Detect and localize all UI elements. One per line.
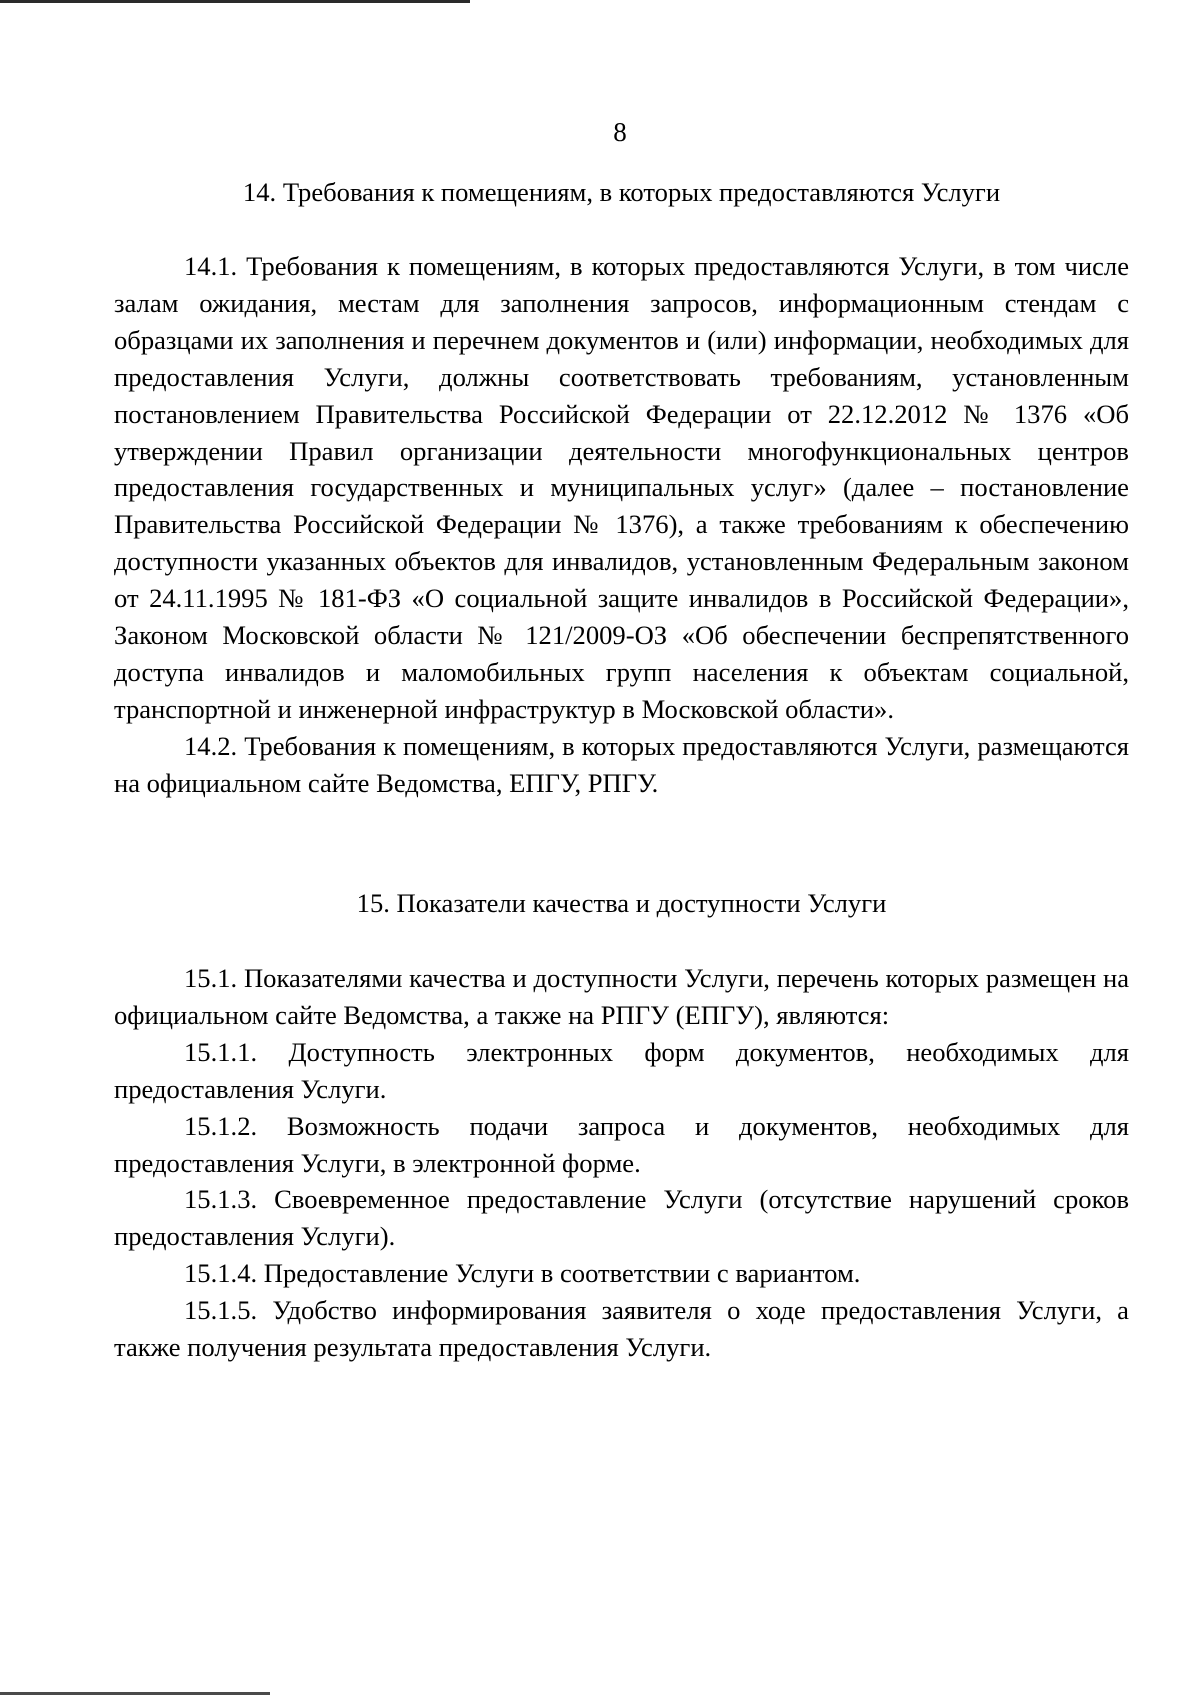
paragraph-14-1: 14.1. Требования к помещениям, в которых предоставляются Услуги, в том числе залам ожидания, местам для заполнения запросов, информационным стендам с образцами их заполнения и перечнем документов и (или) информации, необходимых для предоставления Услуги, должны соответствовать требованиям, установленным постановлением Правительства Российской Федерации от 22.12.2012 № 1376 «Об утверждении Правил организации деятельности многофункциональных центров предоставления государственных и муниципальных услуг» (далее – постановление Правительства Российской Федерации № 1376), а также требованиям к обеспечению доступности указанных объектов для инвалидов, установленным Федеральным законом от 24.11.1995 № 181-ФЗ «О социальной защите инвалидов в Российской Федерации», Законом Московской области № 121/2009-ОЗ «Об обеспечении беспрепятственного доступа инвалидов и маломобильных групп населения к объектам социальной, транспортной и инженерной инфраструктур в Московской области». [114, 251, 1129, 724]
paragraph-14-2: 14.2. Требования к помещениям, в которых предоставляются Услуги, размещаются на официальном сайте Ведомства, ЕПГУ, РПГУ. [114, 730, 1129, 798]
section-14-body [114, 248, 1129, 802]
paragraph-15-1: 15.1. Показателями качества и доступности Услуги, перечень которых размещен на официальном сайте Ведомства, а также на РПГУ (ЕПГУ), являются: [114, 963, 1129, 1030]
paragraph-15-1-3: 15.1.3. Своевременное предоставление Услуги (отсутствие нарушений сроков предоставления Услуги). [114, 1184, 1129, 1252]
paragraph-15-1-4: 15.1.4. Предоставление Услуги в соответствии с вариантом. [184, 1258, 861, 1289]
paragraph-15-1-2: 15.1.2. Возможность подачи запроса и документов, необходимых для предоставления Услуги, в электронной форме. [114, 1110, 1129, 1178]
section-15-heading: 15. Показатели качества и доступности Услуги [356, 888, 887, 918]
paragraph-15-1-1: 15.1.1. Доступность электронных форм документов, необходимых для предоставления Услуги. [114, 1036, 1129, 1104]
section-15-body [114, 960, 1129, 1366]
section-14-heading: 14. Требования к помещениям, в которых предоставляются Услуги [242, 177, 1001, 207]
scan-edge-mark-top [0, 0, 470, 3]
page-number: 8 [613, 117, 627, 147]
paragraph-15-1-5: 15.1.5. Удобство информирования заявителя о ходе предоставления Услуги, а также получения результата предоставления Услуги. [114, 1295, 1129, 1363]
